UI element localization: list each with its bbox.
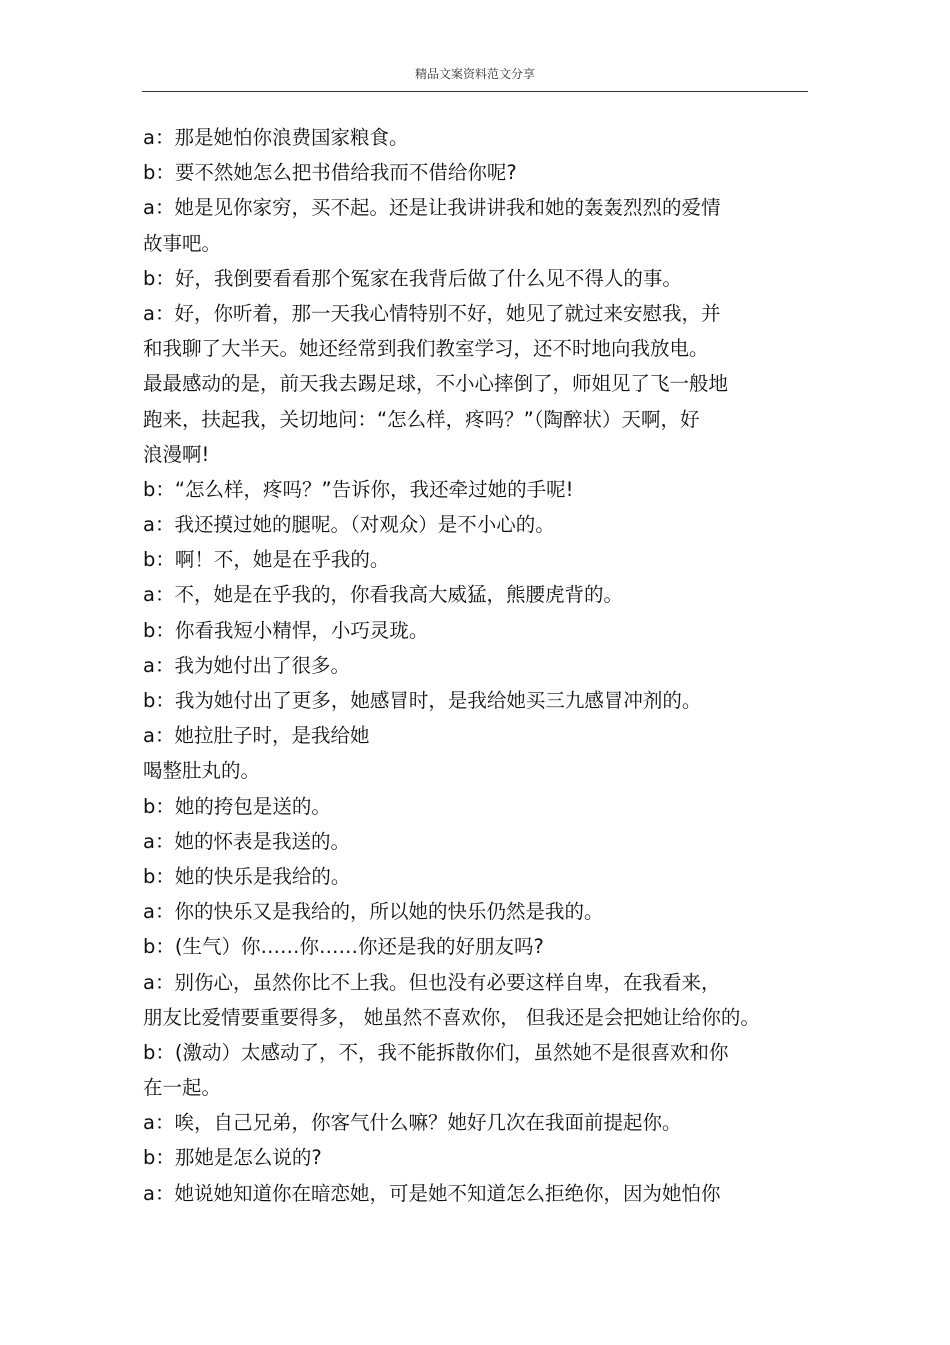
text-line: b：(生气）你……你……你还是我的好朋友吗? — [143, 935, 544, 959]
text-line: 跑来，扶起我，关切地问：“怎么样，疼吗？”（陶醉状）天啊，好 — [143, 407, 700, 431]
text-line: b：我为她付出了更多，她感冒时，是我给她买三九感冒冲剂的。 — [143, 689, 702, 712]
text-line: 浪漫啊! — [143, 442, 210, 466]
text-line: 喝整肚丸的。 — [143, 759, 261, 783]
text-line: 最最感动的是，前天我去踢足球，不小心摔倒了，师姐见了飞一般地 — [143, 372, 729, 396]
text-line: a：她是见你家穷，买不起。还是让我讲讲我和她的轰轰烈烈的爱情 — [143, 196, 721, 220]
text-line: 和我聊了大半天。她还经常到我们教室学习，还不时地向我放电。 — [143, 337, 709, 361]
page-header: 精品文案资料范文分享 — [414, 67, 535, 81]
text-line: b：她的快乐是我给的。 — [143, 864, 351, 888]
text-line: a：你的快乐又是我给的，所以她的快乐仍然是我的。 — [143, 900, 604, 924]
text-line: a：唉，自己兄弟，你客气什么嘛？她好几次在我面前提起你。 — [143, 1111, 682, 1135]
text-line: 朋友比爱情要重要得多， 她虽然不喜欢你， 但我还是会把她让给你的。 — [143, 1005, 760, 1029]
text-line: a：我为她付出了很多。 — [143, 653, 350, 677]
text-line: b：那她是怎么说的? — [143, 1146, 322, 1170]
document-body — [143, 120, 823, 1211]
text-line: a：好，你听着，那一天我心情特别不好，她见了就过来安慰我，并 — [143, 301, 721, 325]
text-line: b：她的挎包是送的。 — [143, 794, 331, 818]
text-line: b：“怎么样，疼吗？”告诉你，我还牵过她的手呢! — [143, 477, 574, 501]
text-line: a：不，她是在乎我的，你看我高大威猛，熊腰虎背的。 — [143, 583, 623, 607]
text-line: b：(激动）太感动了，不，我不能拆散你们，虽然她不是很喜欢和你 — [143, 1040, 729, 1064]
header-divider — [142, 91, 808, 92]
text-line: a：别伤心，虽然你比不上我。但也没有必要这样自卑，在我看来， — [143, 970, 721, 994]
text-line: a：那是她怕你浪费国家粮食。 — [143, 126, 409, 149]
text-line: b：啊！不，她是在乎我的。 — [143, 548, 390, 572]
text-line: a：她的怀表是我送的。 — [143, 829, 350, 853]
text-line: b：好，我倒要看看那个冤家在我背后做了什么见不得人的事。 — [143, 266, 682, 290]
text-line: 在一起。 — [143, 1076, 222, 1100]
text-line: a：她拉肚子时，是我给她 — [143, 724, 370, 748]
text-line: b：要不然她怎么把书借给我而不借给你呢? — [143, 161, 517, 185]
text-line: a：她说她知道你在暗恋她，可是她不知道怎么拒绝你，因为她怕你 — [143, 1181, 721, 1205]
text-line: b：你看我短小精悍，小巧灵珑。 — [143, 618, 429, 642]
text-line: a：我还摸过她的腿呢。（对观众）是不小心的。 — [143, 513, 555, 537]
text-line: 故事吧。 — [143, 231, 222, 255]
